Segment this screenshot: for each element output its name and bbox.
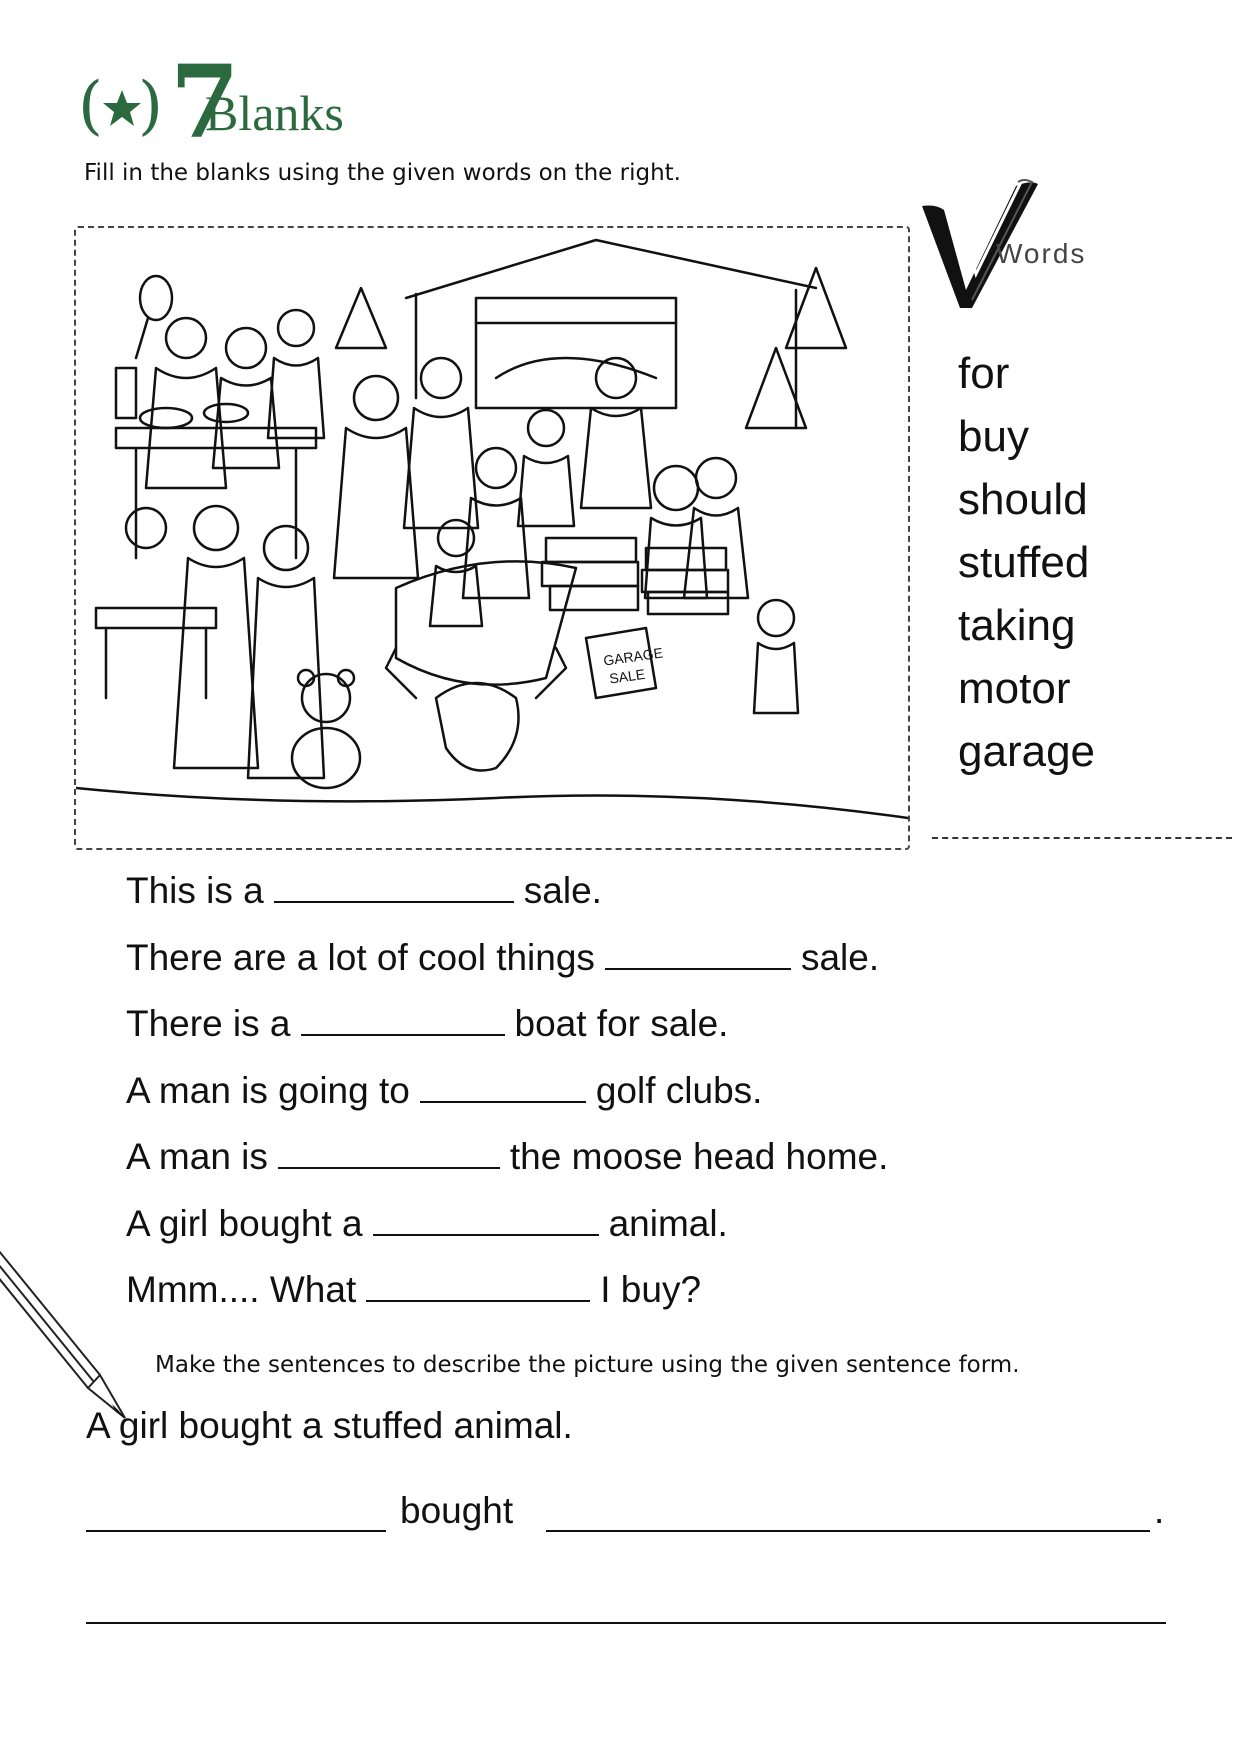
exercise-sentence: [126, 925, 888, 992]
template-period: .: [1154, 1490, 1165, 1531]
example-sentence: A girl bought a stuffed animal.: [86, 1405, 573, 1446]
sentence-start: There are a lot of cool things: [126, 936, 595, 978]
illustration-drawing: [76, 228, 908, 848]
star-icon: [102, 88, 142, 128]
word-item: for: [958, 349, 1010, 398]
sentence-start: There is a: [126, 1003, 291, 1044]
sentence-start: A man is going to: [126, 1069, 410, 1111]
open-paren: (: [78, 69, 103, 143]
pencil-icon: [0, 1220, 140, 1420]
sentence-end: sale.: [800, 936, 880, 978]
sentence-end: animal.: [608, 1202, 728, 1244]
words-divider: [932, 837, 1232, 839]
sentence-start: A girl bought a: [126, 1202, 363, 1244]
sentence-start: This is a: [126, 870, 264, 911]
exercise-sentence: [126, 1191, 888, 1258]
sentence-end: golf clubs.: [595, 1069, 763, 1111]
sentence-template: [86, 1490, 1166, 1540]
answer-blank[interactable]: [420, 1071, 586, 1103]
object-blank[interactable]: [546, 1530, 1150, 1532]
exercise-sentence: [126, 1058, 888, 1125]
answer-line[interactable]: [86, 1622, 1166, 1624]
exercise-sentence: [126, 1124, 888, 1191]
answer-blank[interactable]: [605, 938, 791, 970]
word-bank: [958, 342, 1095, 783]
answer-blank[interactable]: [373, 1204, 599, 1236]
sign-text-garage: GARAGE: [602, 644, 664, 669]
instruction-text-2: Make the sentences to describe the picture using the given sentence form.: [155, 1352, 1020, 1378]
word-item: should: [958, 475, 1088, 524]
section-number: 7: [170, 43, 240, 161]
sentence-end: the moose head home.: [509, 1136, 889, 1177]
word-item: taking: [958, 601, 1076, 650]
template-word: bought: [400, 1490, 514, 1531]
sign-text-sale: SALE: [608, 665, 646, 687]
words-title: Words: [996, 238, 1087, 269]
close-paren: ): [138, 69, 163, 143]
sentence-end: boat for sale.: [514, 1003, 729, 1044]
garage-sale-illustration: [74, 226, 910, 850]
sentence-start: A man is: [126, 1136, 268, 1177]
subject-blank[interactable]: [86, 1530, 386, 1532]
sentence-end: sale.: [523, 870, 602, 911]
word-item: motor: [958, 664, 1071, 713]
exercise-sentence: [126, 1257, 888, 1324]
answer-blank[interactable]: [366, 1270, 590, 1302]
instruction-text: Fill in the blanks using the given words on the right.: [84, 160, 681, 186]
exercise-sentence: [126, 858, 888, 925]
word-item: stuffed: [958, 538, 1090, 587]
section-title: Blanks: [205, 85, 344, 141]
word-item: buy: [958, 412, 1029, 461]
sentence-start: Mmm.... What: [126, 1269, 357, 1310]
sentence-end: I buy?: [600, 1269, 702, 1310]
word-item: garage: [958, 727, 1096, 776]
answer-blank[interactable]: [278, 1137, 500, 1169]
answer-blank[interactable]: [274, 871, 514, 903]
exercise-sentence: [126, 991, 888, 1058]
fill-in-sentences: [126, 858, 888, 1324]
answer-blank[interactable]: [301, 1004, 505, 1036]
